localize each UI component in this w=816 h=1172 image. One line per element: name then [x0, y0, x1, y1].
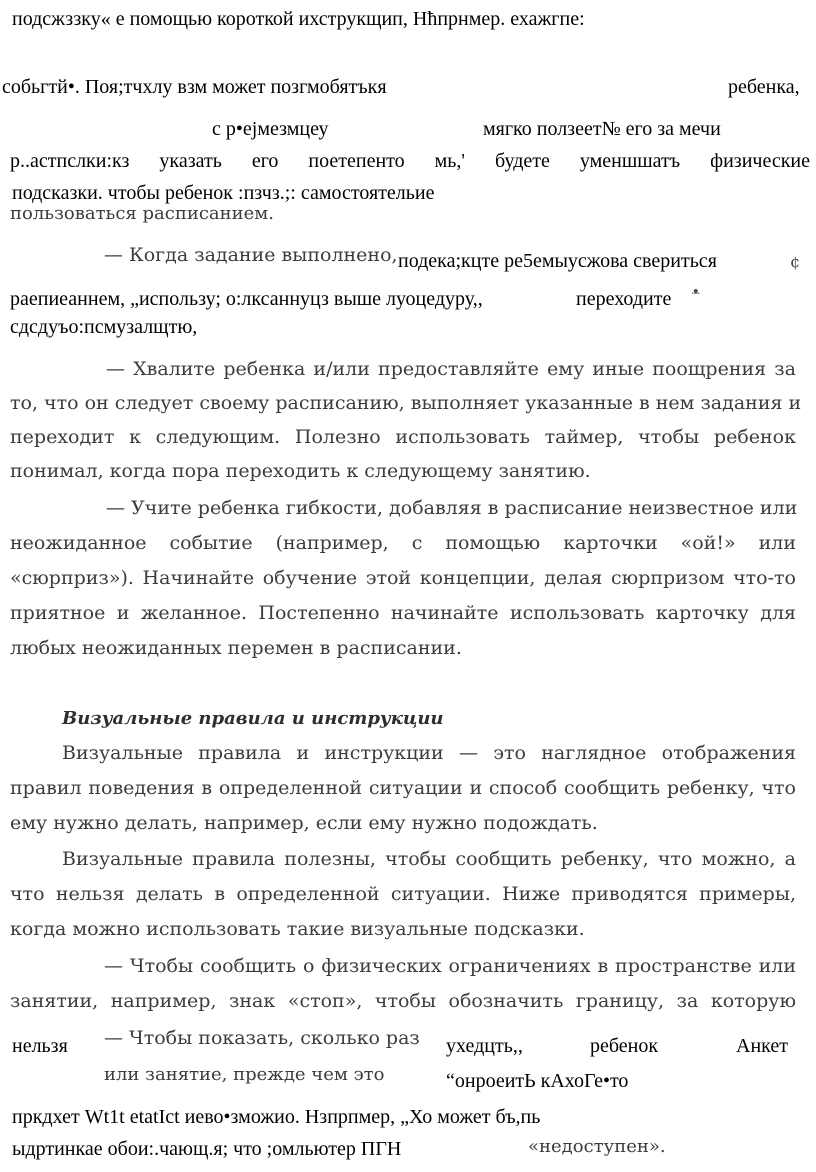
flex-line-3: «сюрприз»). Начинайте обучение этой концепции, делая сюрпризом что-то [10, 567, 796, 589]
flex-line-2: неожиданное событие (например, с помощью карточки «ой!» или [10, 532, 796, 554]
ocr-uhedit: ухедцть,, [446, 1035, 523, 1057]
intro-line-1: Визуальные правила и инструкции — это наглядное отображения [62, 742, 796, 764]
ocr-rebenok: ребенок [590, 1035, 659, 1057]
flex-line-4: приятное и желанное. Постепенно начинайте использовать карточку для [10, 602, 796, 624]
ocr-line-2b: ребенка, [728, 76, 800, 98]
useful-line-3: когда можно использовать такие визуальные подсказки. [10, 918, 585, 940]
ocr-line-4: р..астпслки:кз указать его поетепенто мь,' будете уменшшатъ физические [10, 150, 810, 172]
ocr-item-done-2b: переходите [576, 288, 672, 310]
ocr-line-1: подсжззку« е помощью короткой ихструкщип, Hħпрнмер. ехажгпе: [12, 8, 585, 30]
ocr-last-2: ыдртинкае обои:.чающ.я; что ;омльютер ПГН [12, 1138, 402, 1160]
ocr-anket: Анкет [736, 1035, 788, 1057]
scan-artifact-mark-2: ᵜ [692, 284, 700, 303]
useful-line-1: Визуальные правила полезны, чтобы сообщить ребенку, что можно, а [62, 848, 796, 870]
ocr-item-done: подека;кцте ре5емыусжова свериться [398, 250, 717, 272]
ocr-line-3b: мягко ползеет№ его за мечи [483, 118, 721, 140]
flex-line-5: любых неожиданных перемен в расписании. [10, 637, 462, 659]
ocr-nelzya: нельзя [12, 1035, 68, 1057]
praise-line-3: переходит к следующим. Полезно использовать таймер, чтобы ребенок [10, 426, 796, 448]
ocr-item-done-2a: раепиеаннем, „использу; о:лксаннуцз выше луоцедуру,, [10, 288, 483, 310]
ocr-line-2a: собьгтй•. Поя;тчхлу взм может позгмобятъкя [2, 76, 387, 98]
praise-line-2: то, что он следует своему расписанию, выполняет указанные в нем задания и [10, 392, 802, 414]
scan-item-done: — Когда задание выполнено, [104, 244, 398, 266]
scan-artifact-mark: ¢ [790, 252, 801, 271]
ocr-last-1: пркдхет Wt1t etatIct иево•зможио. Нзпрпмер, „Хо может бъ,пь [12, 1106, 541, 1128]
ocr-onroeit: “онроеитЬ кАхоГе•то [446, 1070, 629, 1092]
ocr-item-done-3: сдсдуъо:псмузалщтю, [10, 316, 198, 338]
scan-unavailable: «недоступен». [528, 1136, 666, 1157]
praise-line-1: — Хвалите ребенка и/или предоставляйте ему иные поощрения за [106, 358, 796, 380]
praise-line-4: понимал, когда пора переходить к следующему занятию. [10, 460, 591, 482]
scan-line-6: пользоваться расписанием. [10, 203, 275, 224]
intro-line-2: правил поведения в определенной ситуации и способ сообщить ребенку, что [10, 777, 796, 799]
intro-line-3: ему нужно делать, например, если ему нужно подождать. [10, 812, 598, 834]
scan-or-activity: или занятие, прежде чем это [104, 1064, 385, 1085]
limits-line-1: — Чтобы сообщить о физических ограничениях в пространстве или [104, 955, 796, 977]
limits-line-2: занятии, например, знак «стоп», чтобы обозначить границу, за которую [10, 990, 796, 1012]
useful-line-2: что нельзя делать в определенной ситуации. Ниже приводятся примеры, [10, 883, 796, 905]
ocr-line-3a: с р•ejмезмцеу [212, 118, 329, 140]
scan-howmany: — Чтобы показать, сколько раз [104, 1027, 420, 1049]
ocr-line-5: подсказки. чтобы ребенок :пзчз.;: самостоятельие [12, 182, 435, 204]
section-heading: Визуальные правила и инструкции [62, 708, 444, 729]
flex-line-1: — Учите ребенка гибкости, добавляя в расписание неизвестное или [106, 497, 798, 519]
